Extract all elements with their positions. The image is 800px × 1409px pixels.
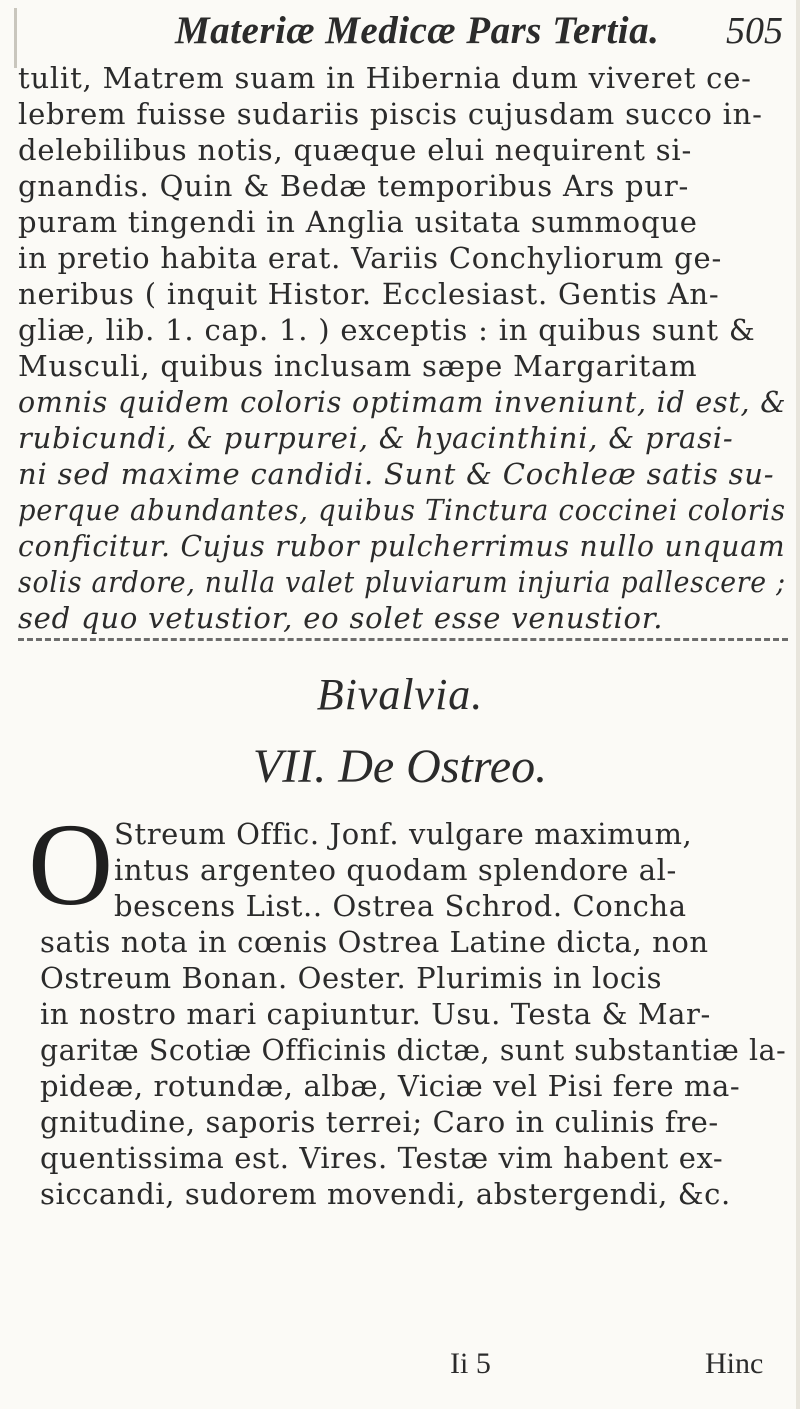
text-line: delebilibus notis, quæque elui nequirent si- [18,133,693,167]
text-line: perque abundantes, quibus Tinctura coccinei coloris [18,493,786,527]
page-edge [796,0,800,1409]
text-line: gliæ, lib. 1. cap. 1. ) exceptis : in quibus sunt & [18,313,756,347]
text-line: omnis quidem coloris optimam inveniunt, id est, & [18,385,787,419]
catchword: Hinc [705,1347,764,1380]
text-line: in nostro mari capiuntur. Usu. Testa & Mar- [40,997,711,1031]
text-line: siccandi, sudorem movendi, abstergendi, &c. [40,1177,731,1211]
chapter-heading: VII. De Ostreo. [252,740,548,793]
text-line: Musculi, quibus inclusam sæpe Margaritam [18,349,698,383]
text-line: quentissima est. Vires. Testæ vim habent ex- [40,1141,724,1175]
section-heading: Bivalvia. [316,670,484,719]
text-line: Ostreum Bonan. Oester. Plurimis in locis [40,961,663,995]
text-line: tulit, Matrem suam in Hibernia dum viveret ce- [18,61,752,95]
text-line: gnitudine, saporis terrei; Caro in culinis fre- [40,1105,719,1139]
text-line: sed quo vetustior, eo solet esse venustior. [18,601,664,635]
text-line: neribus ( inquit Histor. Ecclesiast. Gentis An- [18,277,720,311]
text-line: puram tingendi in Anglia usitata summoque [18,205,698,239]
text-line: rubicundi, & purpurei, & hyacinthini, & prasi- [18,421,734,455]
signature-mark: Ii 5 [450,1347,491,1380]
drop-cap: O [28,799,114,930]
text-line: solis ardore, nulla valet pluviarum injuria pallescere ; [18,565,786,599]
text-line: ni sed maxime candidi. Sunt & Cochleæ satis su- [18,457,775,491]
text-line: gnandis. Quin & Bedæ temporibus Ars pur- [18,169,690,203]
text-line: Streum Offic. Jonf. vulgare maximum, [114,817,693,851]
running-head: Materiæ Medicæ Pars Tertia. [175,9,660,52]
page-number: 505 [726,10,783,52]
text-line: pideæ, rotundæ, albæ, Viciæ vel Pisi fere ma- [40,1069,741,1103]
text-line: garitæ Scotiæ Officinis dictæ, sunt substantiæ la- [40,1033,787,1067]
text-line: satis nota in cœnis Ostrea Latine dicta, non [40,925,709,959]
text-line: lebrem fuisse sudariis piscis cujusdam succo in- [18,97,763,131]
text-line: bescens List.. Ostrea Schrod. Concha [114,889,687,923]
text-line: in pretio habita erat. Variis Conchyliorum ge- [18,241,723,275]
text-line: intus argenteo quodam splendore al- [114,853,677,887]
ornamental-divider [18,638,788,641]
page-header [0,8,800,58]
text-line: conficitur. Cujus rubor pulcherrimus nullo unquam [18,529,786,563]
